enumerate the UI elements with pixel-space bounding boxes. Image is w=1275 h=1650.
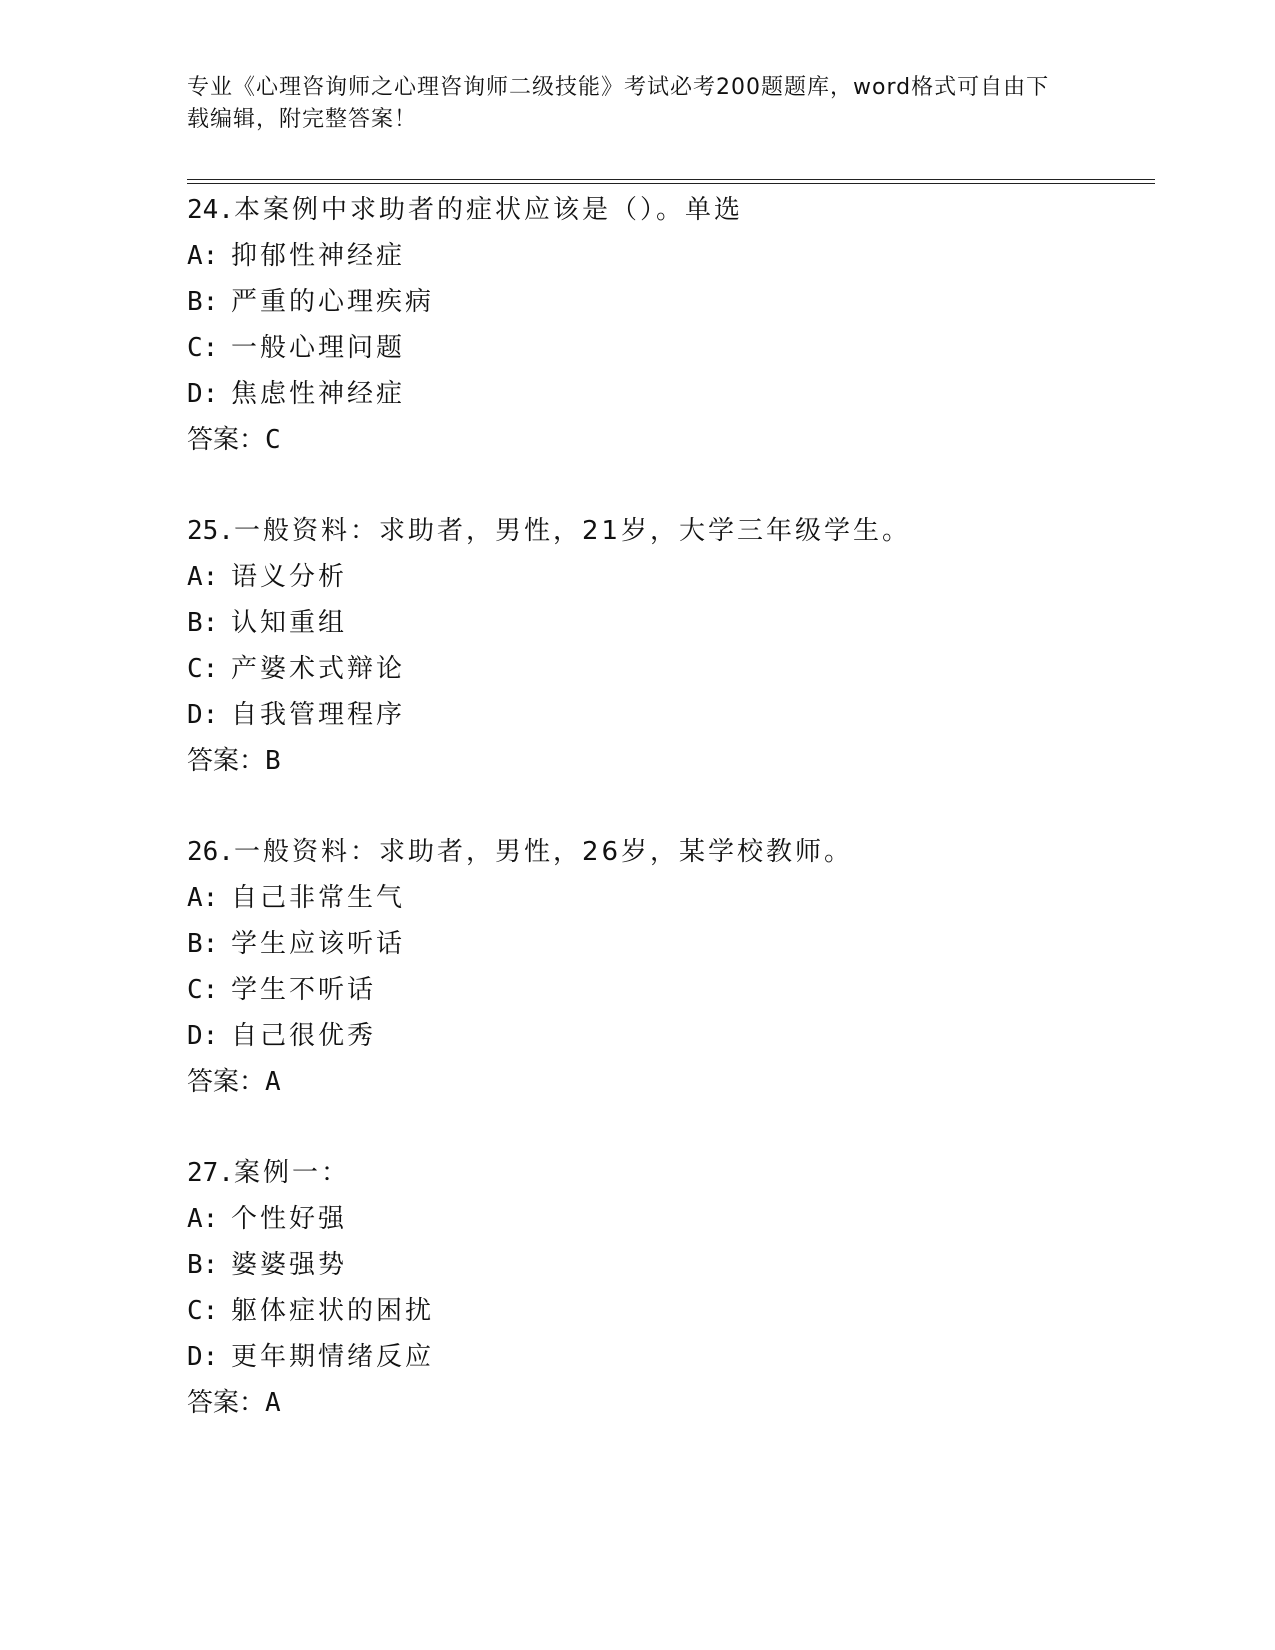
question-number: 24.	[187, 195, 234, 225]
option-text: 个性好强	[231, 1204, 348, 1234]
option-c	[187, 646, 1155, 692]
option-a	[187, 1196, 1155, 1242]
option-a	[187, 233, 1155, 279]
option-a	[187, 554, 1155, 600]
option-b	[187, 279, 1155, 325]
option-text: 严重的心理疾病	[231, 287, 435, 317]
option-text: 自己很优秀	[231, 1021, 377, 1051]
option-key: A:	[187, 562, 219, 592]
answer-line	[187, 1059, 1155, 1105]
option-key: C:	[187, 654, 219, 684]
option-key: C:	[187, 975, 219, 1005]
option-key: B:	[187, 1250, 219, 1280]
answer-line	[187, 417, 1155, 463]
option-key: D:	[187, 379, 219, 409]
option-c	[187, 967, 1155, 1013]
option-text: 婆婆强势	[231, 1250, 348, 1280]
answer-label: 答案：	[187, 1388, 266, 1418]
option-text: 一般心理问题	[231, 333, 406, 363]
option-text: 产婆术式辩论	[231, 654, 406, 684]
answer-value: C	[265, 425, 281, 455]
header-intro-text: 专业《心理咨询师之心理咨询师二级技能》考试必考200题题库，word格式可自由下载编辑，附完整答案！	[187, 75, 1050, 132]
answer-value: B	[265, 746, 281, 776]
option-text: 自我管理程序	[231, 700, 406, 730]
answer-line	[187, 738, 1155, 784]
question-stem	[187, 508, 1155, 554]
answer-line	[187, 1380, 1155, 1426]
option-key: C:	[187, 1296, 219, 1326]
option-text: 学生应该听话	[231, 929, 406, 959]
option-c	[187, 325, 1155, 371]
option-key: A:	[187, 241, 219, 271]
option-text: 躯体症状的困扰	[231, 1296, 435, 1326]
question-text: 案例一：	[233, 1158, 350, 1188]
option-text: 更年期情绪反应	[231, 1342, 435, 1372]
option-a	[187, 875, 1155, 921]
option-key: C:	[187, 333, 219, 363]
option-text: 学生不听话	[231, 975, 377, 1005]
answer-label: 答案：	[187, 1067, 266, 1097]
answer-value: A	[265, 1388, 281, 1418]
header-divider-bottom	[187, 183, 1155, 184]
question-25	[187, 508, 1155, 784]
question-number: 27.	[187, 1158, 234, 1188]
option-d	[187, 692, 1155, 738]
answer-label: 答案：	[187, 746, 266, 776]
option-key: A:	[187, 1204, 219, 1234]
question-list	[187, 187, 1155, 1426]
question-stem	[187, 187, 1155, 233]
option-key: B:	[187, 608, 219, 638]
option-d	[187, 1334, 1155, 1380]
question-text: 一般资料：求助者，男性，26岁，某学校教师。	[233, 837, 854, 867]
option-d	[187, 371, 1155, 417]
question-number: 25.	[187, 516, 234, 546]
question-24	[187, 187, 1155, 463]
option-c	[187, 1288, 1155, 1334]
answer-value: A	[265, 1067, 281, 1097]
option-text: 语义分析	[231, 562, 348, 592]
option-key: D:	[187, 700, 219, 730]
option-key: D:	[187, 1342, 219, 1372]
option-key: B:	[187, 287, 219, 317]
document-header	[187, 72, 1067, 136]
option-text: 抑郁性神经症	[231, 241, 406, 271]
question-27	[187, 1150, 1155, 1426]
option-text: 认知重组	[231, 608, 348, 638]
question-text: 本案例中求助者的症状应该是（）。单选	[233, 195, 743, 225]
option-text: 焦虑性神经症	[231, 379, 406, 409]
option-text: 自己非常生气	[231, 883, 406, 913]
question-stem	[187, 1150, 1155, 1196]
option-b	[187, 600, 1155, 646]
question-stem	[187, 829, 1155, 875]
question-26	[187, 829, 1155, 1105]
header-divider-top	[187, 179, 1155, 180]
question-text: 一般资料：求助者，男性，21岁，大学三年级学生。	[233, 516, 912, 546]
answer-label: 答案：	[187, 425, 266, 455]
option-key: A:	[187, 883, 219, 913]
option-d	[187, 1013, 1155, 1059]
option-key: D:	[187, 1021, 219, 1051]
question-number: 26.	[187, 837, 234, 867]
option-key: B:	[187, 929, 219, 959]
option-b	[187, 1242, 1155, 1288]
option-b	[187, 921, 1155, 967]
